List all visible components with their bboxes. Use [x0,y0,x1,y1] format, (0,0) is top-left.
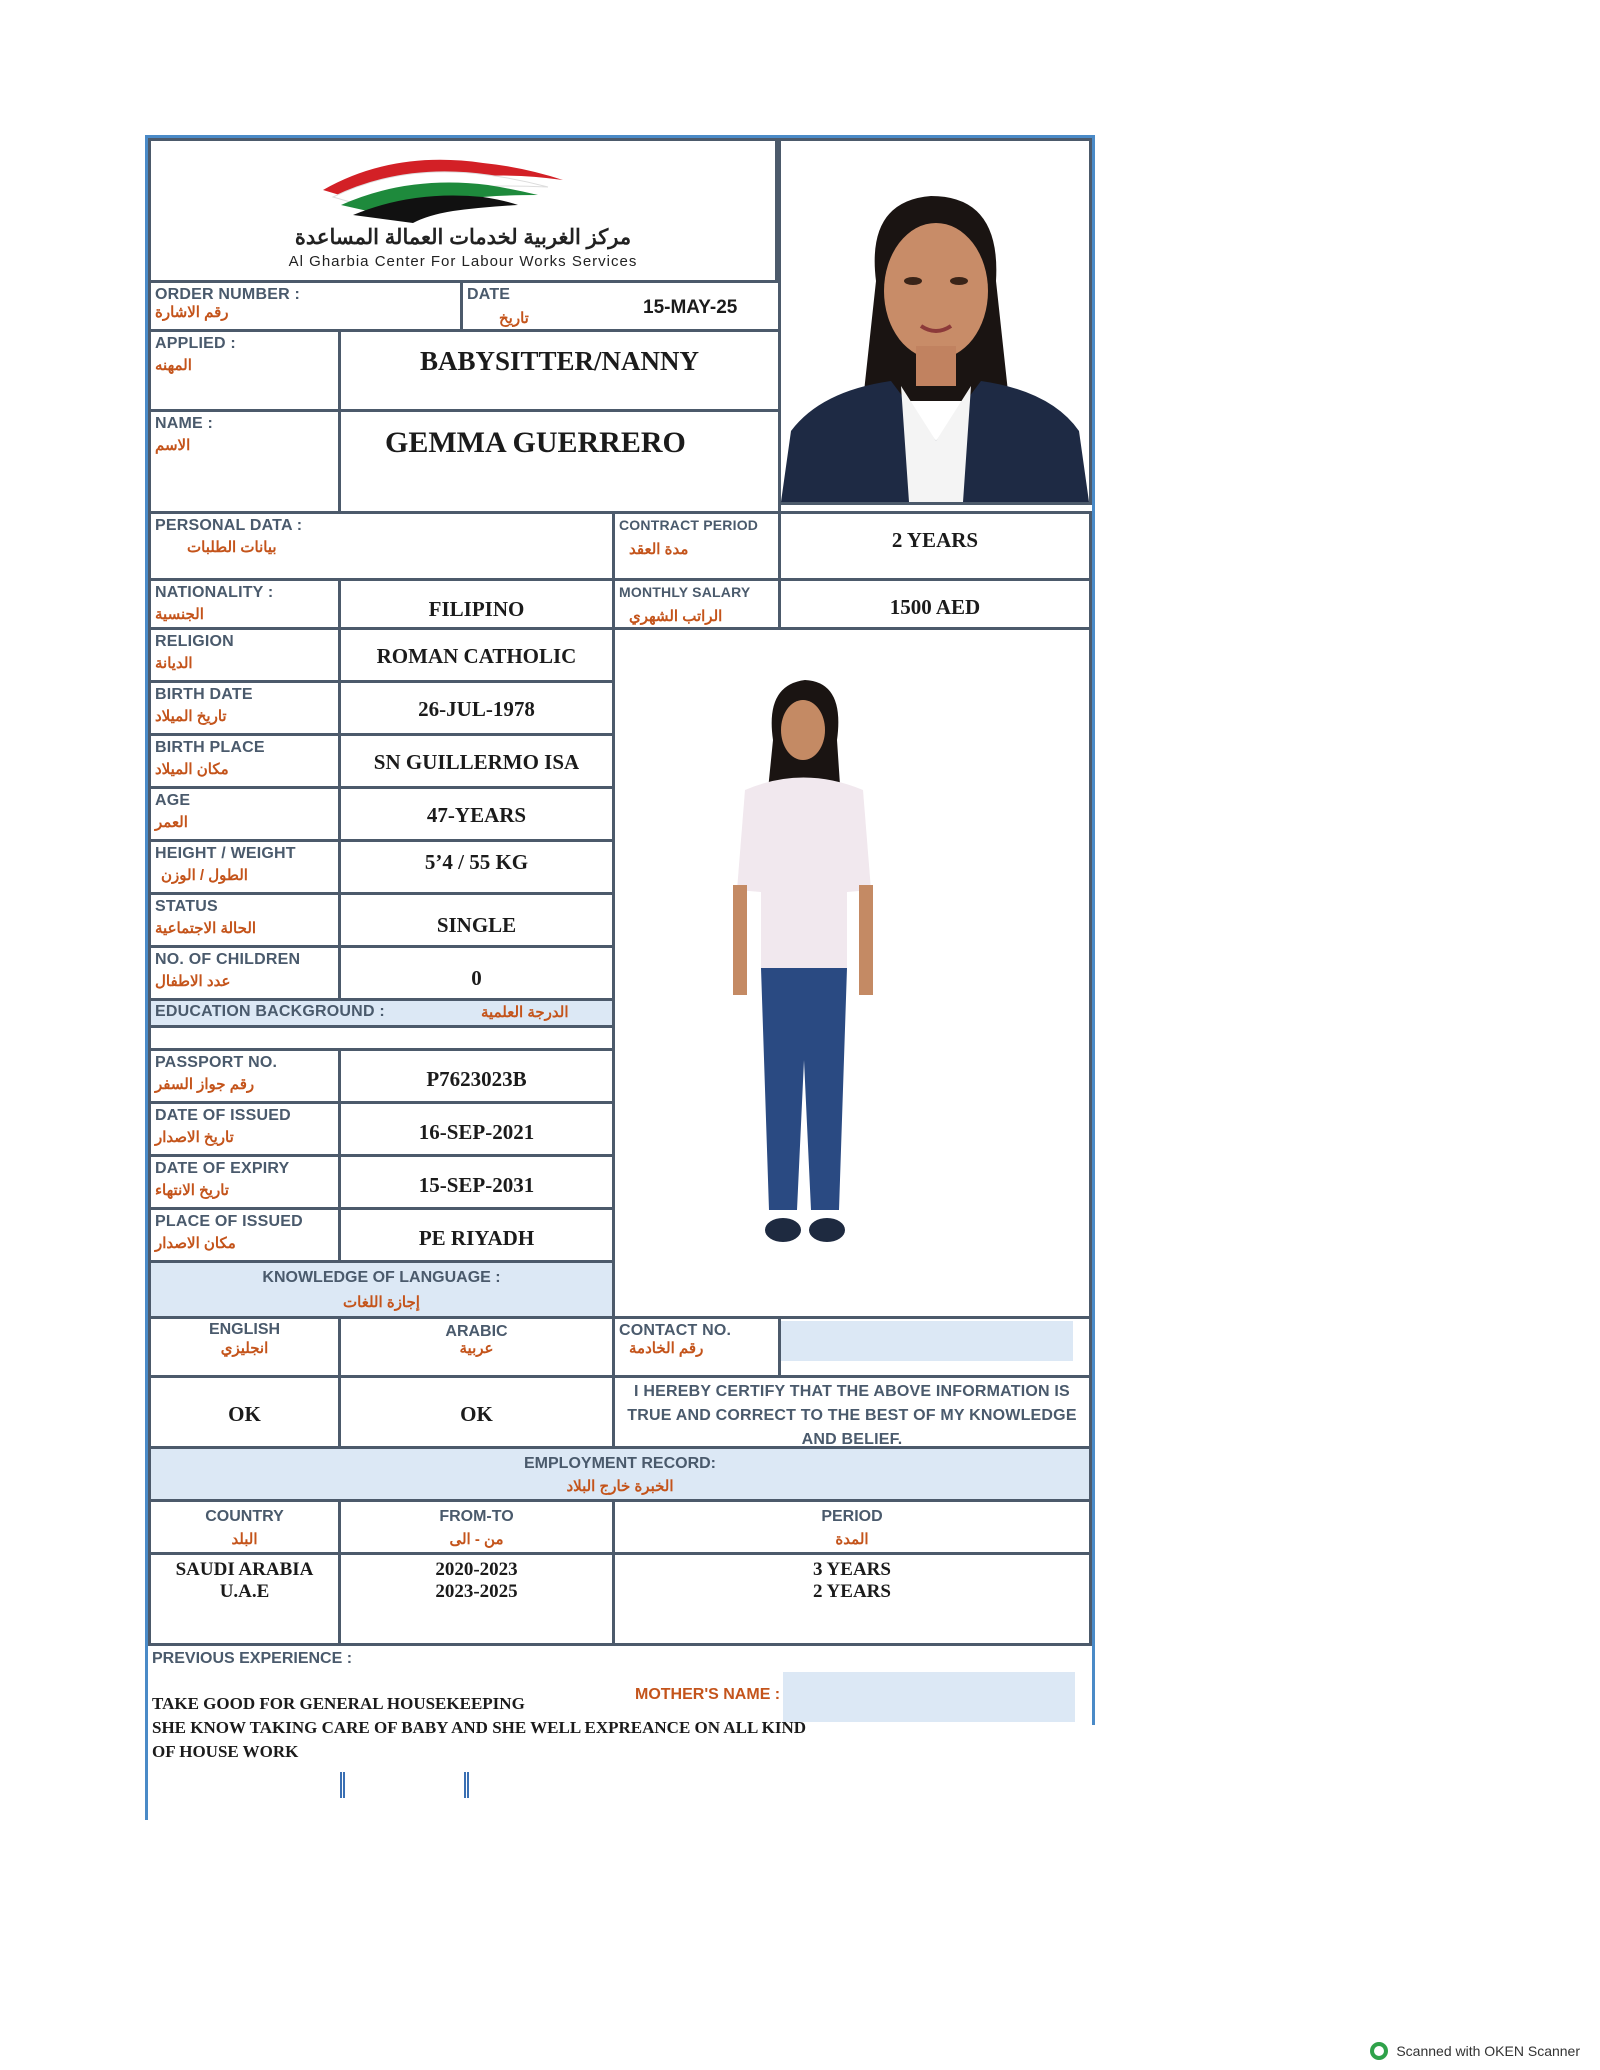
name-label-ar: الاسم [155,437,191,454]
nationality-label-ar: الجنسية [155,606,204,623]
date-issued-value: 16-SEP-2021 [418,1120,535,1144]
nationality-value-cell [338,578,615,630]
monthly-salary-value: 1500 AED [889,595,981,619]
birth-date-value: 26-JUL-1978 [418,697,535,721]
children-label-ar: عدد الاطفال [155,973,231,990]
place-issued-value-cell [338,1207,615,1263]
fromto-header-cell [338,1499,615,1555]
country-value-2: U.A.E [219,1581,270,1602]
period-value-2: 2 YEARS [813,1581,891,1602]
birth-date-label: BIRTH DATE [155,686,253,703]
scanner-watermark [1370,2042,1580,2060]
country-values-cell [148,1552,341,1646]
children-value: 0 [471,966,482,990]
passport-no-value: P7623023B [426,1067,527,1091]
religion-label-cell [148,627,341,683]
language-header-cell [148,1260,615,1319]
fromto-values-cell [338,1552,615,1646]
experience-line: OF HOUSE WORK [152,1742,299,1761]
birth-date-value-cell [338,680,615,736]
birth-date-label-ar: تاريخ الميلاد [155,708,227,725]
portrait-photo-cell [778,138,1092,505]
place-issued-label: PLACE OF ISSUED [155,1213,303,1230]
period-value-1: 3 YEARS [813,1559,891,1580]
company-name-english: Al Gharbia Center For Labour Works Services [288,253,638,270]
english-label-cell [148,1316,341,1378]
place-issued-label-ar: مكان الاصدار [155,1235,236,1252]
nationality-label-cell [148,578,341,630]
children-value-cell [338,945,615,1001]
religion-value-cell [338,627,615,683]
period-header: PERIOD [821,1508,883,1525]
order-number-label: ORDER NUMBER : [155,286,301,303]
place-issued-label-cell [148,1207,341,1263]
country-header-ar: البلد [231,1531,258,1548]
date-issued-label: DATE OF ISSUED [155,1107,291,1124]
arabic-label-cell [338,1316,615,1378]
personal-data-label: PERSONAL DATA : [155,517,303,534]
personal-data-label-ar: بيانات الطلبات [187,539,277,556]
name-value: GEMMA GUERRERO [385,426,686,459]
previous-experience-text [152,1692,806,1764]
company-logo-icon [313,145,573,225]
date-value: 15-MAY-25 [643,297,738,318]
employment-label-ar: الخبرة خارج البلاد [566,1478,674,1495]
certify-cell [612,1375,1092,1449]
religion-label: RELIGION [155,633,234,650]
arabic-label: ARABIC [445,1323,508,1340]
previous-experience-label: PREVIOUS EXPERIENCE : [152,1650,353,1667]
status-label-ar: الحالة الاجتماعية [155,920,257,937]
date-label-ar: تاريخ [499,310,529,327]
period-values-cell [612,1552,1092,1646]
name-label-cell [148,409,341,514]
applied-label-ar: المهنه [155,357,192,374]
date-expiry-label: DATE OF EXPIRY [155,1160,290,1177]
age-label-cell [148,786,341,842]
personal-data-cell [148,511,615,581]
contract-period-label: CONTRACT PERIOD [619,517,759,533]
age-value: 47-YEARS [426,803,527,827]
contract-period-label-cell [612,511,781,581]
language-label-ar: إجازة اللغات [343,1294,420,1311]
mother-name-label: MOTHER'S NAME : [635,1686,781,1703]
employment-header-cell [148,1446,1092,1502]
column-marker [340,1772,345,1798]
full-body-photo [615,630,1089,1316]
date-expiry-value-cell [338,1154,615,1210]
experience-line: TAKE GOOD FOR GENERAL HOUSEKEEPING [152,1694,525,1713]
birth-place-value-cell [338,733,615,789]
height-weight-label: HEIGHT / WEIGHT [155,845,296,862]
fromto-header: FROM-TO [439,1508,514,1525]
date-expiry-label-ar: تاريخ الانتهاء [155,1182,229,1199]
scanner-text: Scanned with OKEN Scanner [1396,2043,1580,2059]
education-label: EDUCATION BACKGROUND : [155,1003,385,1020]
arabic-label-ar: عربية [459,1340,494,1357]
previous-experience-top-border [148,1643,1092,1646]
full-body-photo-cell [612,627,1092,1319]
monthly-salary-label: MONTHLY SALARY [619,584,751,600]
date-issued-label-cell [148,1101,341,1157]
place-issued-value: PE RIYADH [418,1226,535,1250]
contact-value-cell [778,1316,1092,1378]
monthly-salary-value-cell [778,578,1092,630]
form-border-right [1092,135,1095,1725]
name-value-cell [338,409,781,514]
period-header-cell [612,1499,1092,1555]
arabic-value: OK [460,1402,493,1426]
column-marker [464,1772,469,1798]
order-number-cell [148,280,463,332]
english-label: ENGLISH [208,1321,281,1338]
portrait-photo [781,141,1089,502]
height-weight-label-ar: الطول / الوزن [161,867,248,884]
birth-place-label-ar: مكان الميلاد [155,761,229,778]
scanner-logo-icon [1370,2042,1388,2060]
children-label-cell [148,945,341,1001]
religion-value: ROMAN CATHOLIC [376,644,577,668]
birth-place-label: BIRTH PLACE [155,739,265,756]
country-header-cell [148,1499,341,1555]
fromto-header-ar: من - الى [449,1531,504,1548]
status-label: STATUS [155,898,218,915]
experience-line: SHE KNOW TAKING CARE OF BABY AND SHE WELL EXPREANCE ON ALL KIND [152,1718,807,1737]
english-value-cell [148,1375,341,1449]
passport-no-label-cell [148,1048,341,1104]
passport-no-label: PASSPORT NO. [155,1054,278,1071]
children-label: NO. OF CHILDREN [155,951,301,968]
age-label-ar: العمر [155,814,188,831]
religion-label-ar: الديانة [155,655,193,672]
date-label: DATE [467,286,511,303]
applied-value-cell [338,329,781,412]
birth-place-label-cell [148,733,341,789]
english-value: OK [228,1402,261,1426]
age-value-cell [338,786,615,842]
date-issued-label-ar: تاريخ الاصدار [155,1129,234,1146]
name-label: NAME : [155,415,214,432]
date-cell [460,280,781,332]
contract-period-label-ar: مدة العقد [629,541,689,558]
applied-label-cell [148,329,341,412]
order-number-label-ar: رقم الاشارة [155,304,229,321]
nationality-value: FILIPINO [428,597,525,621]
mother-name-field [783,1672,1075,1722]
english-label-ar: انجليزي [220,1340,269,1357]
passport-no-value-cell [338,1048,615,1104]
employment-label: EMPLOYMENT RECORD: [524,1455,716,1472]
contact-value-field [781,1321,1073,1361]
arabic-value-cell [338,1375,615,1449]
applied-label: APPLIED : [155,335,236,352]
height-weight-value: 5’4 / 55 KG [424,850,529,874]
applied-value: BABYSITTER/NANNY [419,346,700,376]
monthly-salary-label-ar: الراتب الشهري [629,608,723,625]
monthly-salary-label-cell [612,578,781,630]
height-weight-value-cell [338,839,615,895]
height-weight-label-cell [148,839,341,895]
language-label: KNOWLEDGE OF LANGUAGE : [262,1269,501,1286]
birth-place-value: SN GUILLERMO ISA [373,750,580,774]
contact-label-cell [612,1316,781,1378]
country-value-1: SAUDI ARABIA [175,1559,314,1580]
logo-cell [148,138,778,283]
fromto-value-2: 2023-2025 [435,1581,518,1602]
contact-label-ar: رقم الخادمة [629,1340,704,1357]
passport-no-label-ar: رقم جواز السفر [155,1076,255,1093]
nationality-label: NATIONALITY : [155,584,274,601]
date-expiry-label-cell [148,1154,341,1210]
contact-label: CONTACT NO. [619,1322,732,1339]
status-value-cell [338,892,615,948]
status-label-cell [148,892,341,948]
date-expiry-value: 15-SEP-2031 [418,1173,535,1197]
company-name-arabic: مركز الغربية لخدمات العمالة المساعدة [294,226,632,249]
education-header-cell [148,998,615,1028]
education-label-ar: الدرجة العلمية [481,1004,569,1021]
period-header-ar: المدة [835,1531,869,1548]
fromto-value-1: 2020-2023 [435,1559,518,1580]
contract-period-value-cell [778,511,1092,581]
age-label: AGE [155,792,191,809]
status-value: SINGLE [436,913,517,937]
birth-date-label-cell [148,680,341,736]
date-issued-value-cell [338,1101,615,1157]
certify-text: I HEREBY CERTIFY THAT THE ABOVE INFORMATION IS TRUE AND CORRECT TO THE BEST OF MY KNOWLEDGE AND BELIEF. [627,1383,1077,1448]
contract-period-value: 2 YEARS [891,528,979,552]
country-header: COUNTRY [205,1508,284,1525]
